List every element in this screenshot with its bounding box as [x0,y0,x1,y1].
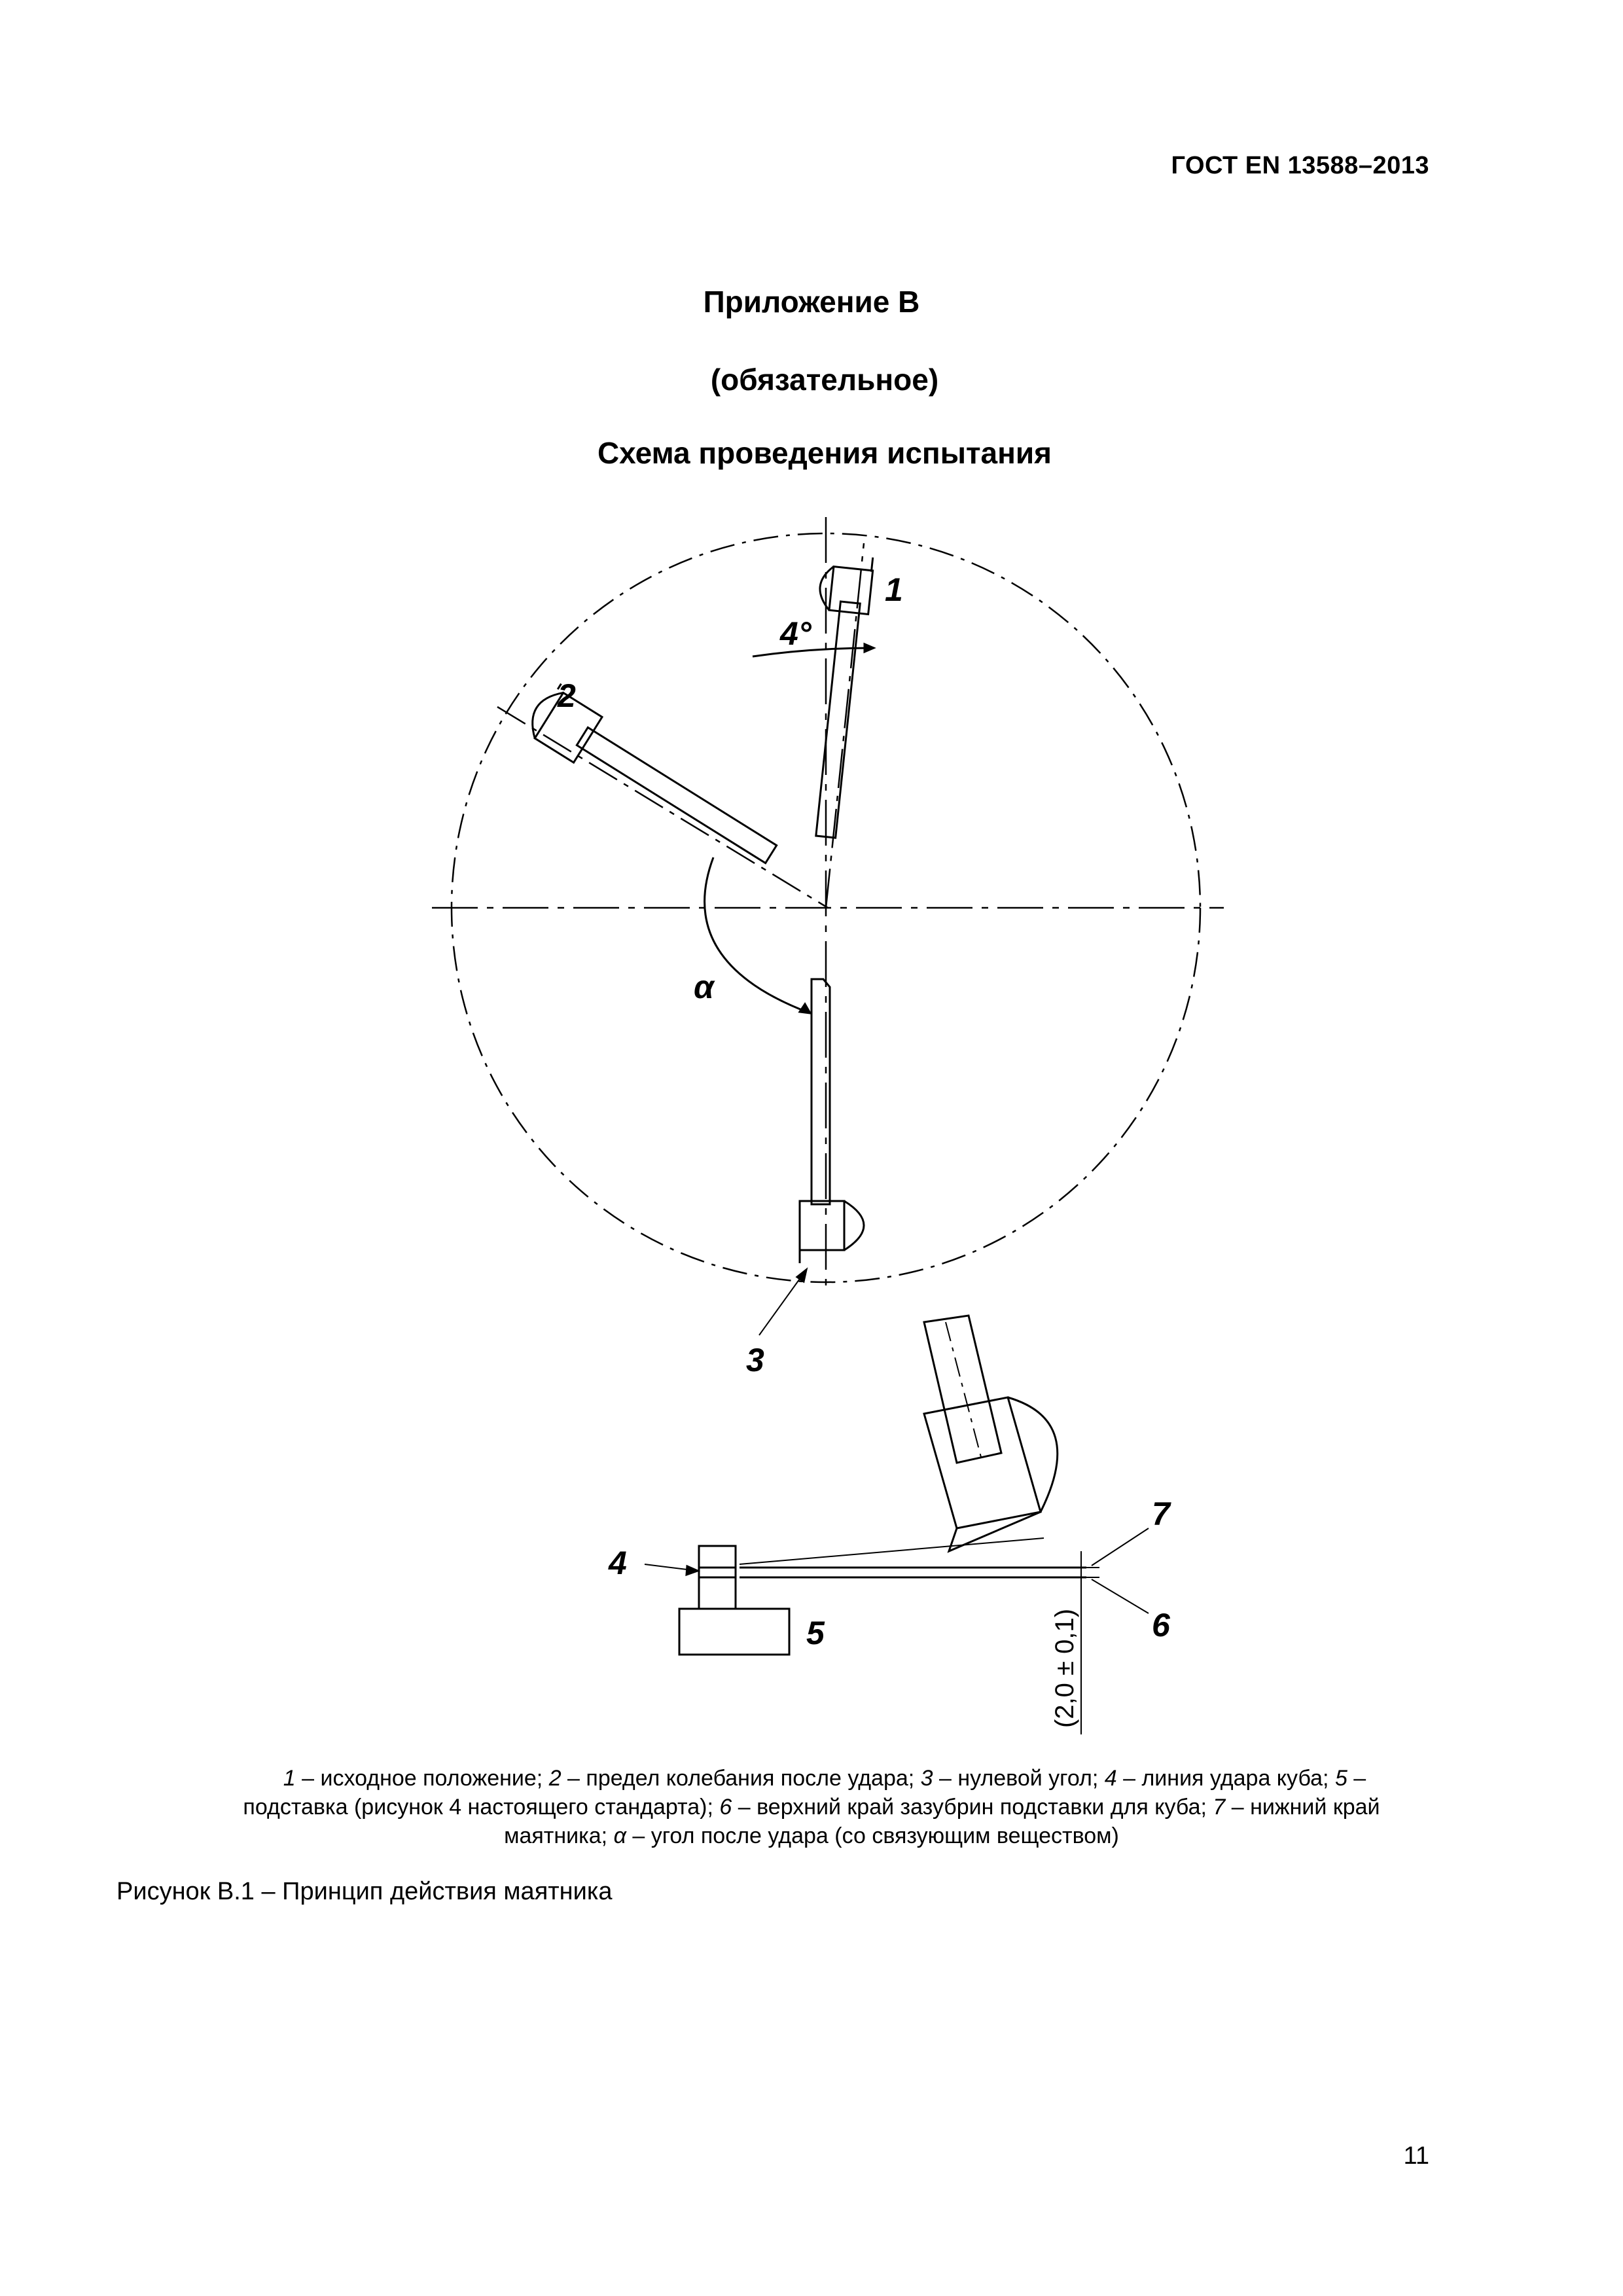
legend-line-2: подставка (рисунок 4 настоящего стандарта); 6 – верхний край зазубрин подставки для куба; 7 – нижний край [243,1795,1380,1820]
pendulum-position-3 [800,979,864,1263]
legend-line-1: 1 – исходное положение; 2 – предел колебания после удара; 3 – нулевой угол; 4 – линия удара куба; 5 – [283,1766,1366,1791]
label-4: 4 [609,1545,627,1581]
label-7: 7 [1152,1496,1170,1532]
page-number: 11 [1403,2142,1429,2170]
label-2: 2 [558,677,576,714]
figure-caption: Рисунок В.1 – Принцип действия маятника [116,1878,613,1905]
legend-line-3: маятника; α – угол после удара (со связующим веществом) [504,1823,1119,1848]
label-4-degrees: 4° [780,615,812,652]
leader-7 [1092,1528,1149,1566]
label-5: 5 [806,1615,825,1651]
stand [679,1609,789,1655]
position-1-axis [826,543,864,908]
standard-number: ГОСТ EN 13588–2013 [1171,152,1429,179]
leader-6 [1092,1579,1149,1613]
label-6: 6 [1152,1607,1170,1643]
label-alpha: α [694,969,715,1005]
appendix-title: Приложение В [703,285,920,319]
dimension-label: (2,0 ± 0,1) [1050,1608,1079,1728]
label-1: 1 [885,571,903,608]
pendulum-position-1 [794,552,874,839]
appendix-status: (обязательное) [710,363,939,397]
alpha-arc [705,857,810,1013]
appendix-subject: Схема проведения испытания [597,436,1052,470]
label-3: 3 [746,1342,764,1378]
pendulum-detail [924,1316,1058,1551]
